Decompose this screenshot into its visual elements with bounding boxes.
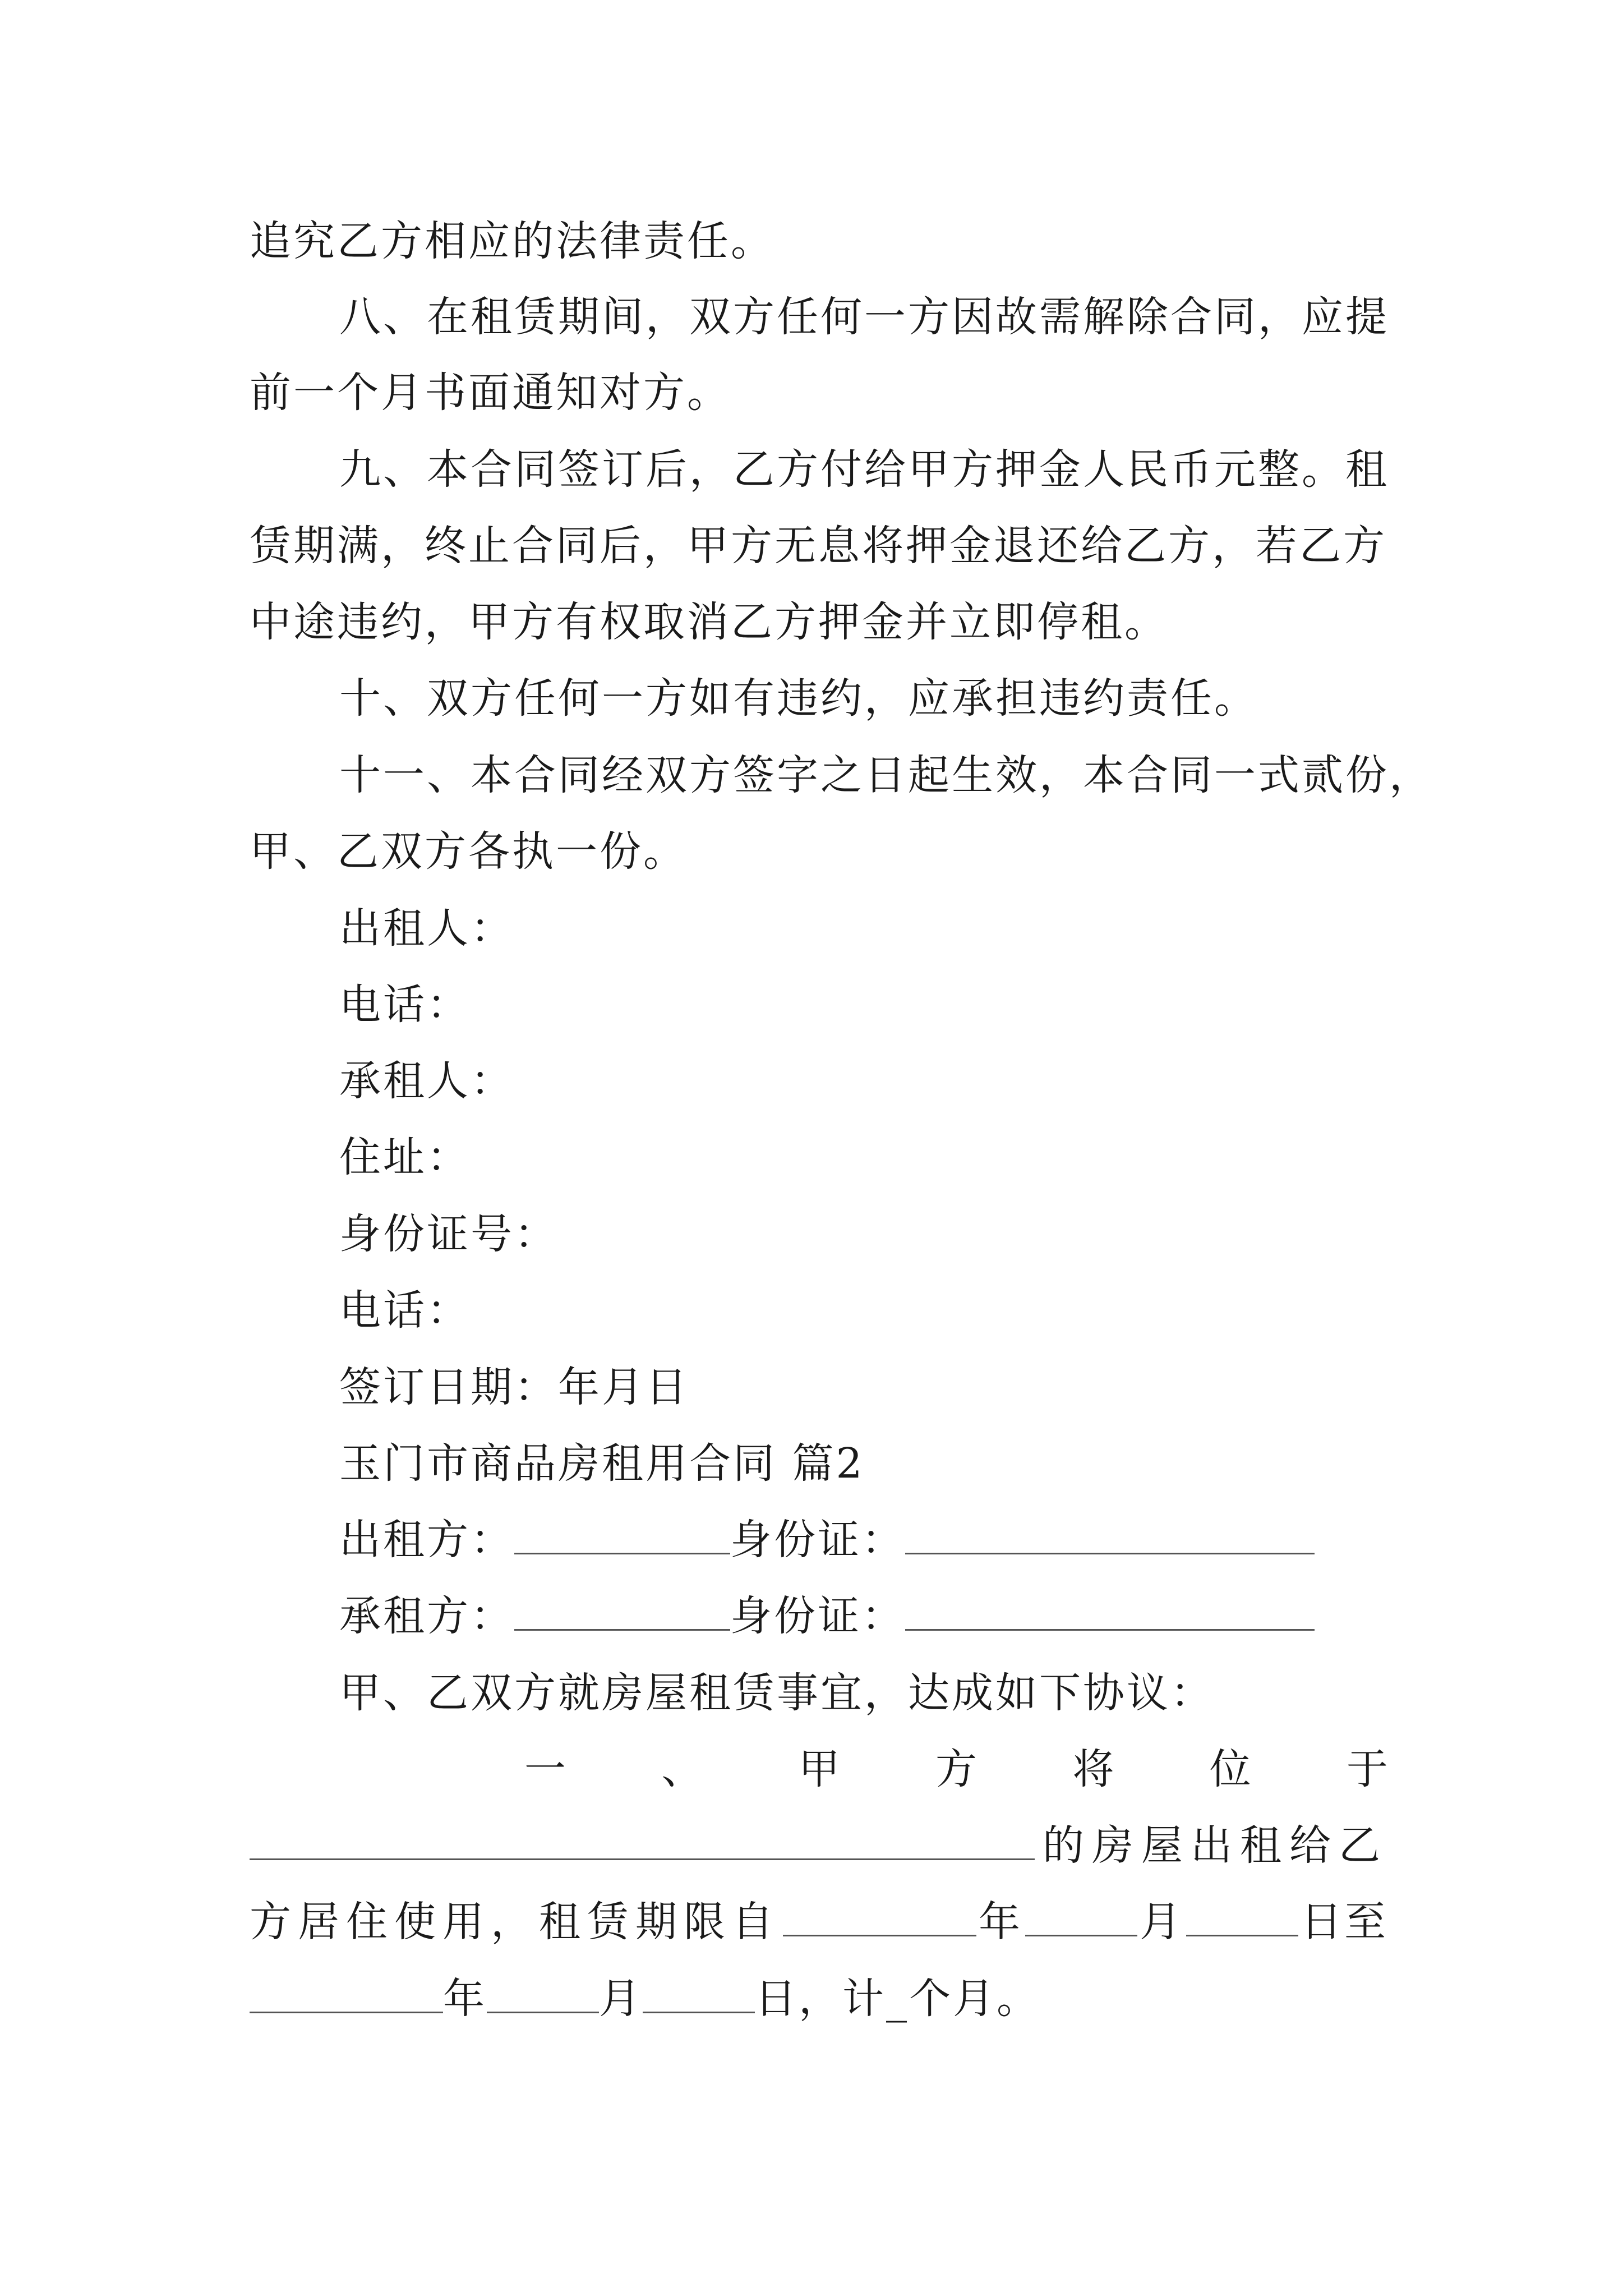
phone-label: 电话：	[339, 981, 471, 1029]
start-day-blank	[1186, 1891, 1298, 1936]
lease-period-line	[250, 1891, 1388, 1953]
year-label: 年	[443, 1975, 487, 2023]
clause-11-line: 十一、本合同经双方签字之日起生效，本合同一式贰份，	[339, 751, 1433, 799]
lessee-label: 承租人：	[339, 1057, 514, 1105]
lessee-name-blank	[514, 1585, 730, 1631]
clause-1-char: 于	[1346, 1745, 1388, 1793]
lessor-label: 出租人：	[339, 904, 514, 953]
lease-end-line	[250, 1968, 1388, 2030]
lessor-id-blank	[905, 1509, 1315, 1554]
clause-1-head	[524, 1738, 1388, 1800]
paragraph-line: 甲、乙双方各执一份。	[250, 827, 687, 876]
month-label: 月	[1140, 1898, 1183, 1946]
day-to-label: 日至	[1301, 1898, 1388, 1946]
address-label: 住址：	[339, 1133, 471, 1181]
month-label: 月	[599, 1975, 643, 2023]
clause-1-char: 、	[661, 1745, 703, 1793]
lessee-row	[339, 1585, 1388, 1647]
clause-9-line: 九、本合同签订后，乙方付给甲方押金人民币元整。租	[339, 445, 1389, 494]
clause-1-char: 方	[935, 1745, 977, 1793]
sign-date-label: 签订日期：年月日	[339, 1363, 689, 1411]
year-label: 年	[979, 1898, 1022, 1946]
end-day-blank	[643, 1968, 755, 2013]
paragraph-line: 中途违约，甲方有权取消乙方押金并立即停租。	[250, 598, 1168, 646]
day-count-label: 日，计_个月。	[755, 1975, 1040, 2023]
clause-1-char: 将	[1072, 1745, 1114, 1793]
clause-1-tail: 的房屋出租给乙	[1043, 1821, 1388, 1870]
id-label: 身份证：	[730, 1592, 905, 1640]
property-address-blank	[250, 1815, 1035, 1860]
lessor-name-blank	[514, 1509, 730, 1554]
agreement-intro: 甲、乙双方就房屋租赁事宜，达成如下协议：	[339, 1669, 1214, 1717]
paragraph-line: 赁期满，终止合同后，甲方无息将押金退还给乙方，若乙方	[250, 522, 1387, 570]
lessor-row	[339, 1509, 1388, 1571]
lessee-label: 承租方：	[339, 1592, 514, 1640]
clause-10-line: 十、双方任何一方如有违约，应承担违约责任。	[339, 674, 1258, 723]
phone-label: 电话：	[339, 1286, 471, 1335]
clause-8-line: 八、在租赁期间，双方任何一方因故需解除合同，应提	[339, 293, 1389, 341]
id-label: 身份证：	[730, 1516, 905, 1564]
end-month-blank	[487, 1968, 599, 2013]
id-number-label: 身份证号：	[339, 1210, 558, 1258]
lessor-label: 出租方：	[339, 1516, 514, 1564]
paragraph-line: 前一个月书面通知对方。	[250, 369, 731, 417]
end-year-blank	[250, 1968, 443, 2013]
clause-1-char: 位	[1209, 1745, 1251, 1793]
paragraph-line: 追究乙方相应的法律责任。	[250, 217, 774, 265]
section-2-title: 玉门市商品房租用合同 篇2	[339, 1439, 865, 1488]
lessee-id-blank	[905, 1585, 1315, 1631]
start-month-blank	[1025, 1891, 1137, 1936]
lease-period-text: 方居住使用，租赁期限自	[250, 1898, 780, 1946]
clause-1-char: 一	[524, 1745, 566, 1793]
clause-1-address-line	[250, 1815, 1388, 1876]
clause-1-char: 甲	[798, 1745, 840, 1793]
start-year-blank	[783, 1891, 976, 1936]
